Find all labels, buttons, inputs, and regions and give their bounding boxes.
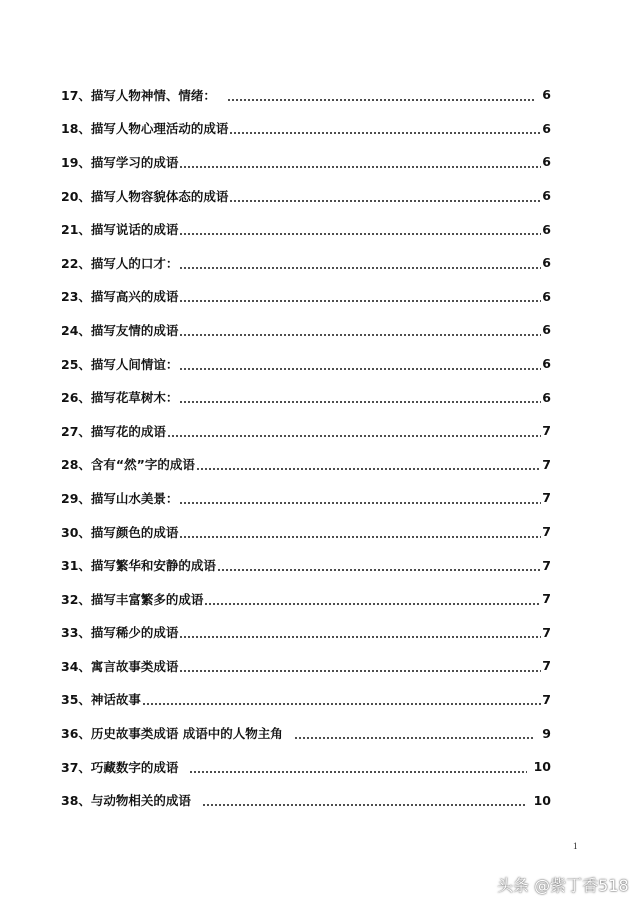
toc-entry[interactable] [61,347,551,381]
entry-page: 6 [542,255,551,271]
toc-entry[interactable] [61,683,551,717]
entry-title: 描写花的成语 [90,423,166,439]
entry-title: 描写高兴的成语 [90,289,179,305]
entry-page: 6 [542,322,551,338]
dot-leader [142,692,541,706]
dot-leader [179,357,541,371]
entry-page: 7 [542,691,551,707]
watermark: 头条 @紫丁香518 [497,876,629,895]
entry-number: 29、 [61,490,91,506]
toc-entry[interactable] [61,246,551,280]
toc-entry[interactable] [61,280,551,314]
dot-leader [202,793,527,807]
entry-title: 含有“然”字的成语 [90,457,195,473]
toc-entry[interactable] [61,515,551,549]
entry-title: 描写人物容貌体态的成语 [90,188,229,204]
table-of-contents [61,78,551,817]
entry-title: 描写学习的成语 [90,154,179,170]
dot-leader [229,121,541,135]
dot-leader [179,390,541,404]
entry-number: 22、 [61,255,91,271]
entry-title: 描写颜色的成语 [90,524,179,540]
entry-title: 描写人间情谊： [90,356,179,372]
toc-entry[interactable] [61,78,551,112]
entry-number: 30、 [61,524,91,540]
toc-entry[interactable] [61,582,551,616]
entry-title: 描写人的口才： [90,255,179,271]
dot-leader [204,592,541,606]
dot-leader [179,155,541,169]
entry-number: 36、 [61,726,91,742]
entry-number: 31、 [61,558,91,574]
dot-leader [189,760,526,774]
entry-number: 18、 [61,121,91,137]
dot-leader [167,424,541,438]
entry-number: 19、 [61,154,91,170]
entry-title: 描写山水美景： [90,490,179,506]
entry-number: 28、 [61,457,91,473]
dot-leader [179,323,541,337]
dot-leader [179,289,541,303]
entry-number: 34、 [61,658,91,674]
entry-title: 与动物相关的成语 [90,793,191,809]
page-number: 1 [573,841,578,851]
dot-leader [196,457,541,471]
toc-entry[interactable] [61,481,551,515]
entry-page: 7 [542,490,551,506]
dot-leader [227,88,535,102]
toc-entry[interactable] [61,212,551,246]
entry-number: 35、 [61,692,91,708]
toc-entry[interactable] [61,548,551,582]
toc-entry[interactable] [61,179,551,213]
toc-entry[interactable] [61,750,551,784]
toc-entry[interactable] [61,313,551,347]
entry-page: 6 [542,120,551,136]
entry-title: 描写友情的成语 [90,322,179,338]
entry-page: 6 [542,154,551,170]
entry-title: 描写人物神情、情绪： [90,87,216,103]
entry-page: 7 [542,624,551,640]
toc-entry[interactable] [61,616,551,650]
toc-entry[interactable] [61,448,551,482]
entry-page: 10 [533,792,551,808]
entry-title: 描写花草树木： [90,390,179,406]
entry-number: 26、 [61,390,91,406]
dot-leader [179,491,541,505]
entry-title: 描写丰富繁多的成语 [90,591,204,607]
entry-page: 7 [542,423,551,439]
entry-title: 描写繁华和安静的成语 [90,558,216,574]
toc-entry[interactable] [61,783,551,817]
entry-page: 7 [542,456,551,472]
toc-entry[interactable] [61,380,551,414]
entry-title: 巧藏数字的成语 [90,759,179,775]
entry-title: 神话故事 [90,692,141,708]
entry-page: 6 [542,288,551,304]
entry-page: 6 [542,87,551,103]
entry-number: 17、 [61,87,91,103]
toc-entry[interactable] [61,145,551,179]
toc-entry[interactable] [61,649,551,683]
dot-leader [179,625,541,639]
toc-entry[interactable] [61,112,551,146]
entry-number: 33、 [61,625,91,641]
dot-leader [179,525,541,539]
entry-number: 32、 [61,591,91,607]
entry-page: 10 [533,759,551,775]
toc-entry[interactable] [61,414,551,448]
entry-title: 描写说话的成语 [90,222,179,238]
entry-page: 6 [542,356,551,372]
entry-page: 6 [542,188,551,204]
entry-number: 25、 [61,356,91,372]
entry-title: 描写人物心理活动的成语 [90,121,229,137]
entry-number: 38、 [61,793,91,809]
dot-leader [294,726,536,740]
entry-number: 20、 [61,188,91,204]
entry-number: 27、 [61,423,91,439]
entry-number: 23、 [61,289,91,305]
entry-page: 7 [542,658,551,674]
entry-page: 7 [542,524,551,540]
entry-page: 9 [542,725,551,741]
entry-title: 寓言故事类成语 [90,658,179,674]
entry-number: 37、 [61,759,91,775]
dot-leader [229,189,541,203]
entry-number: 24、 [61,322,91,338]
entry-title: 描写稀少的成语 [90,625,179,641]
entry-title: 历史故事类成语 成语中的人物主角 [90,726,283,742]
entry-page: 7 [542,557,551,573]
dot-leader [217,558,541,572]
dot-leader [179,222,541,236]
entry-page: 6 [542,389,551,405]
entry-number: 21、 [61,222,91,238]
entry-page: 6 [542,221,551,237]
toc-entry[interactable] [61,716,551,750]
dot-leader [179,659,541,673]
dot-leader [179,256,541,270]
entry-page: 7 [542,591,551,607]
